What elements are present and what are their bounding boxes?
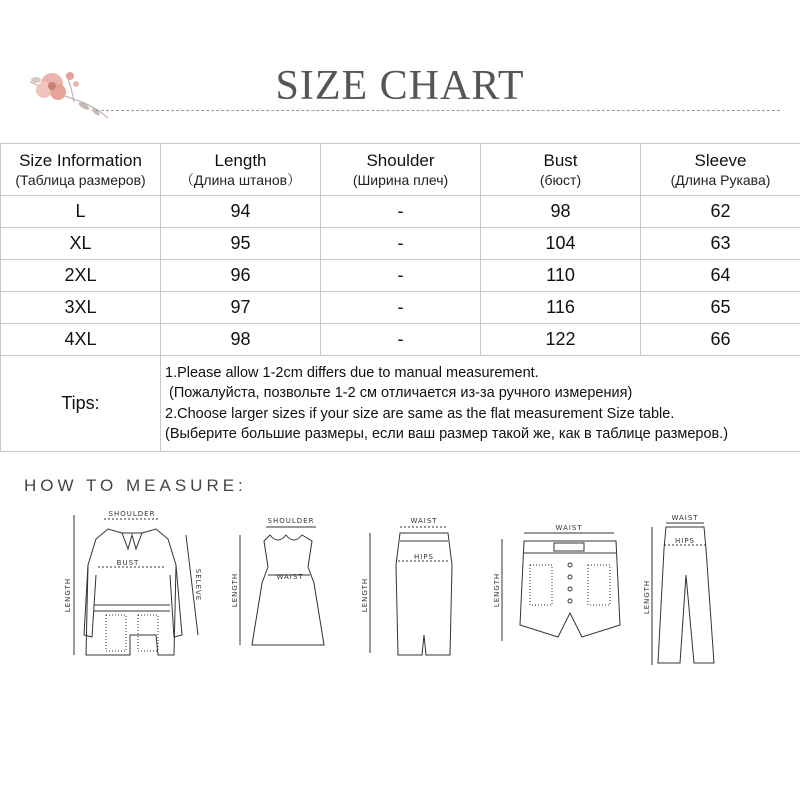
size-cell: 3XL (1, 292, 161, 324)
skirt-hips-label: HIPS (414, 553, 434, 561)
pants-hips-label: HIPS (675, 537, 695, 545)
sleeve-cell: 63 (641, 228, 800, 260)
shorts-waist-label: WAIST (555, 524, 583, 532)
length-cell: 97 (161, 292, 321, 324)
pants-length-label: LENGTH (643, 579, 651, 615)
skirt-length-label: LENGTH (361, 577, 369, 613)
length-cell: 95 (161, 228, 321, 260)
dress-waist-label: WAIST (276, 573, 304, 581)
sleeve-cell: 65 (641, 292, 800, 324)
skirt-diagram (360, 505, 460, 665)
table-header-row (1, 144, 800, 196)
size-cell: L (1, 196, 161, 228)
shorts-length-label: LENGTH (493, 572, 501, 608)
sleeve-cell: 62 (641, 196, 800, 228)
shoulder-cell: - (321, 196, 481, 228)
shoulder-cell: - (321, 228, 481, 260)
dress-length-label: LENGTH (231, 572, 239, 608)
page-title: SIZE CHART (275, 63, 525, 109)
length-cell: 98 (161, 324, 321, 356)
tips-row (1, 356, 800, 452)
how-to-measure-title: HOW TO MEASURE: (24, 476, 247, 495)
table-row (1, 228, 800, 260)
jacket-length-label: LENGTH (64, 577, 72, 613)
pants-waist-label: WAIST (671, 514, 699, 522)
shoulder-cell: - (321, 260, 481, 292)
bust-cell: 116 (481, 292, 641, 324)
dress-shoulder-label: SHOULDER (267, 517, 315, 525)
tips-text (161, 356, 800, 452)
column-header: Size Information (Таблица размеров) (1, 144, 161, 196)
column-header: Shoulder (Ширина плеч) (321, 144, 481, 196)
title-divider (96, 110, 780, 111)
size-cell: XL (1, 228, 161, 260)
bust-cell: 110 (481, 260, 641, 292)
tip-line: 1.Please allow 1-2cm differs due to manual measurement. (165, 364, 539, 381)
jacket-bust-label: BUST (116, 559, 140, 567)
column-header: Sleeve (Длина Рукава) (641, 144, 800, 196)
length-cell: 96 (161, 260, 321, 292)
tip-line: (Выберите большие размеры, если ваш размер такой же, как в таблице размеров.) (165, 426, 729, 442)
bust-cell: 104 (481, 228, 641, 260)
sleeve-cell: 66 (641, 324, 800, 356)
dress-diagram (228, 505, 328, 665)
length-cell: 94 (161, 196, 321, 228)
shoulder-cell: - (321, 324, 481, 356)
skirt-waist-label: WAIST (410, 517, 438, 525)
header (0, 0, 800, 140)
size-cell: 2XL (1, 260, 161, 292)
jacket-diagram (58, 505, 208, 665)
shorts-diagram (490, 505, 630, 665)
table-row (1, 324, 800, 356)
tips-label: Tips: (1, 356, 161, 452)
table-row (1, 260, 800, 292)
bust-cell: 122 (481, 324, 641, 356)
sleeve-cell: 64 (641, 260, 800, 292)
table-row (1, 196, 800, 228)
tip-line: (Пожалуйста, позвольте 1-2 см отличается из-за ручного измерения) (165, 385, 633, 401)
size-cell: 4XL (1, 324, 161, 356)
column-header: Length （Длина штанов） (161, 144, 321, 196)
bust-cell: 98 (481, 196, 641, 228)
tip-line: 2.Choose larger sizes if your size are same as the flat measurement Size table. (165, 405, 675, 422)
jacket-sleeve-label: SELEVE (194, 568, 202, 602)
table-row (1, 292, 800, 324)
pants-diagram (640, 505, 730, 665)
size-table (0, 143, 800, 452)
column-header: Bust (бюст) (481, 144, 641, 196)
shoulder-cell: - (321, 292, 481, 324)
jacket-shoulder-label: SHOULDER (108, 510, 156, 518)
